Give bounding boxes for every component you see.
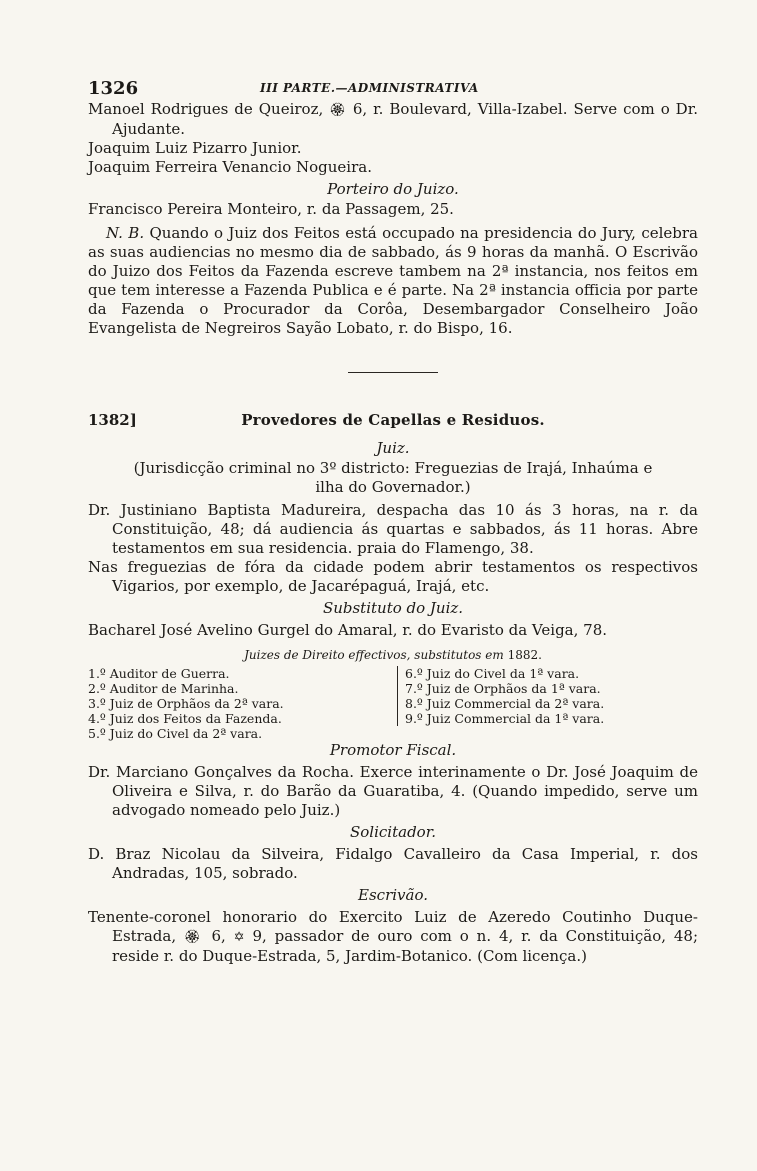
entry-joaquim-pizarro: Joaquim Luiz Pizarro Junior.	[88, 139, 302, 157]
list-item: 1.º Auditor de Guerra.	[88, 666, 230, 681]
list-item: 5.º Juiz do Civel da 2ª vara.	[88, 726, 263, 741]
entry-porteiro: Francisco Pereira Monteiro, r. da Passagem, 25.	[88, 200, 454, 218]
entry-solicitador: D. Braz Nicolau da Silveira, Fidalgo Cavalleiro da Casa Imperial, r. dos Andradas, 105, sobrado.	[88, 845, 698, 882]
jurisdiction-note: (Jurisdicção criminal no 3º districto: Freguezias de Irajá, Inhaúma e ilha do Governador.)	[133, 459, 653, 496]
porteiro-heading: Porteiro do Juizo.	[327, 180, 459, 198]
substitutes-left-column	[88, 666, 378, 741]
section-header	[88, 411, 698, 433]
entry-promotor: Dr. Marciano Gonçalves da Rocha. Exerce interinamente o Dr. José Joaquim de Oliveira e Silva, r. do Barão da Guaratiba, 4. (Quando impedido, serve um advogado nomeado pelo Juiz.)	[88, 763, 698, 819]
list-item: 3.º Juiz de Orphãos da 2ª vara.	[88, 696, 284, 711]
juizes-heading	[88, 648, 698, 662]
entry-text: 9, passador de ouro com o n. 4, r. da Constituição, 48; reside r. do Duque-Estrada, 5, Jardim-Botanico. (Com licença.)	[112, 927, 698, 965]
entry-text: 6, r. Boulevard, Villa-Izabel. Serve com o Dr. Ajudante.	[112, 100, 698, 138]
entry-substituto: Bacharel José Avelino Gurgel do Amaral, r. do Evaristo da Veiga, 78.	[88, 621, 608, 639]
list-item: 9.º Juiz Commercial da 1ª vara.	[405, 711, 605, 726]
nota-bene	[88, 224, 698, 338]
entry-text: 6,	[211, 927, 226, 945]
order-star-icon: ✡	[233, 930, 245, 945]
list-item: 6.º Juiz do Civel da 1ª vara.	[405, 666, 580, 681]
entry-escrivao	[88, 908, 698, 966]
promotor-heading: Promotor Fiscal.	[329, 741, 457, 759]
juiz-heading: Juiz.	[376, 439, 410, 457]
section-title: Provedores de Capellas e Residuos.	[241, 411, 545, 429]
entry-joaquim-nogueira: Joaquim Ferreira Venancio Nogueira.	[88, 158, 372, 176]
page	[88, 78, 698, 966]
juizes-heading-text: Juizes de Direito effectivos, substitutos em	[244, 648, 504, 662]
order-rose-icon: 🏵	[329, 103, 347, 118]
running-title: III PARTE.—ADMINISTRATIVA	[260, 81, 479, 95]
solicitador-heading: Solicitador.	[350, 823, 436, 841]
nb-text: Quando o Juiz dos Feitos está occupado na presidencia do Jury, celebra as suas audiencias no mesmo dia de sabbado, ás 9 horas da manhã. O Escrivão do Juizo dos Feitos da Fazenda escreve tambem na 2ª instancia, nos feitos em que tem interesse a Fazenda Publica e é parte. Na 2ª instancia officia por parte da Fazenda o Procurador da Corôa, Desembargador Conselheiro João Evangelista de Negreiros Sayão Lobato, r. do Bispo, 16.	[88, 224, 698, 337]
page-number: 1326	[88, 78, 139, 99]
list-item: 7.º Juiz de Orphãos da 1ª vara.	[405, 681, 601, 696]
entry-juiz: Dr. Justiniano Baptista Madureira, despacha das 10 ás 3 horas, na r. da Constituição, 48; dá audiencia ás quartas e sabbados, ás 11 horas. Abre testamentos em sua residencia. praia do Flamengo, 38.	[88, 501, 698, 557]
running-header	[88, 78, 698, 100]
section-divider	[348, 372, 438, 373]
order-rose-icon: 🏵	[183, 930, 204, 945]
entry-text: Tenente-coronel honorario do Exercito Luiz de Azeredo Coutinho Duque-Estrada,	[88, 908, 698, 945]
entry-manoel-queiroz	[88, 100, 698, 139]
section-number: 1382]	[88, 411, 137, 429]
juizes-heading-year: 1882.	[507, 648, 542, 662]
nb-label: N. B.	[106, 224, 145, 242]
list-item: 8.º Juiz Commercial da 2ª vara.	[405, 696, 605, 711]
substituto-heading: Substituto do Juiz.	[322, 599, 464, 617]
entry-text: Manoel Rodrigues de Queiroz,	[88, 100, 324, 118]
list-item: 4.º Juiz dos Feitos da Fazenda.	[88, 711, 282, 726]
freguezias-note: Nas freguezias de fóra da cidade podem abrir testamentos os respectivos Vigarios, por exemplo, de Jacarépaguá, Irajá, etc.	[88, 558, 698, 595]
escrivao-heading: Escrivão.	[358, 886, 428, 904]
substitutes-list	[88, 666, 698, 741]
substitutes-right-column	[397, 666, 705, 726]
list-item: 2.º Auditor de Marinha.	[88, 681, 239, 696]
